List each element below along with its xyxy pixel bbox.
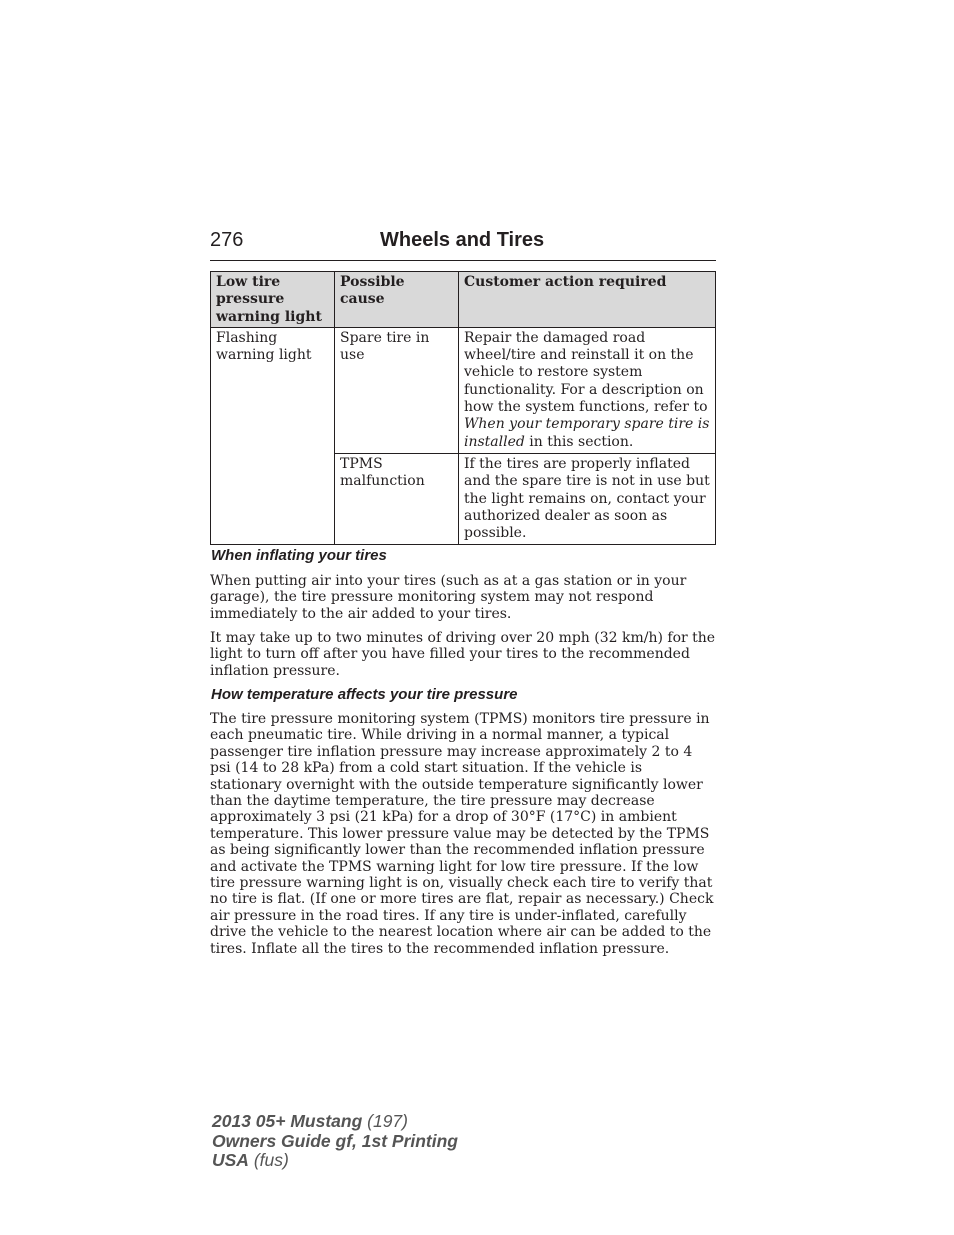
footer-market-code: (fus) [248,1150,289,1170]
page-number: 276 [210,229,244,251]
warning-light-cell: Flashing warning light [211,327,335,545]
cause-cell: Spare tire in use [335,327,459,453]
action-cell: If the tires are properly inflated and the spare tire is not in use but the light remains on, contact your authorized dealer as soon as possible. [459,453,716,544]
action-text-end: in this section. [524,433,634,450]
warning-light-table [210,271,716,545]
inflating-heading: When inflating your tires [211,547,387,564]
footer-line-1 [212,1112,458,1132]
footer-model: 2013 05+ Mustang [212,1111,363,1131]
table-row [211,327,716,453]
footer-guide: Owners Guide gf, 1st Printing [212,1130,458,1151]
column-header-possible-cause: Possible cause [335,272,459,328]
table-header-row [211,272,716,328]
temperature-heading: How temperature affects your tire pressure [211,686,518,703]
page-header [210,229,716,261]
action-text: Repair the damaged road wheel/tire and reinstall it on the vehicle to restore system functionality. For a description on how the system functions, refer to [464,329,708,416]
column-header-customer-action: Customer action required [459,272,716,328]
cause-cell: TPMS malfunction [335,453,459,544]
inflating-paragraph-1: When putting air into your tires (such as at a gas station or in your garage), the tire pressure monitoring system may not respond immediately to the air added to your tires. [210,573,687,622]
cross-reference: When your temporary spare tire is installed [464,416,710,450]
footer-line-3 [212,1151,458,1171]
temperature-paragraph: The tire pressure monitoring system (TPMS) monitors tire pressure in each pneumatic tire. While driving in a normal manner, a typical passenger tire inflation pressure may increase approximately 2 to 4 psi (14 to 28 kPa) from a cold start situation. If the vehicle is stationary overnight with the outside temperature significantly lower than the daytime temperature, the tire pressure may decrease approximately 3 psi (21 kPa) for a drop of 30°F (17°C) in ambient temperature. This lower pressure value may be detected by the TPMS as being significantly lower than the recommended inflation pressure and activate the TPMS warning light for low tire pressure. If the low tire pressure warning light is on, visually check each tire to verify that no tire is flat. (If one or more tires are flat, repair as necessary.) Check air pressure in the road tires. If any tire is under-inflated, carefully drive the vehicle to the nearest location where air can be added to the tires. Inflate all the tires to the recommended inflation pressure. [210,711,714,957]
footer-model-code: (197) [362,1111,408,1131]
footer-line-2 [212,1132,458,1152]
page-footer [212,1112,458,1171]
footer-market: USA [212,1150,249,1170]
inflating-paragraph-2: It may take up to two minutes of driving over 20 mph (32 km/h) for the light to turn off after you have filled your tires to the recommended inflation pressure. [210,630,716,679]
column-header-warning-light: Low tire pressure warning light [211,272,335,328]
section-title: Wheels and Tires [380,229,545,251]
action-cell [459,327,716,453]
